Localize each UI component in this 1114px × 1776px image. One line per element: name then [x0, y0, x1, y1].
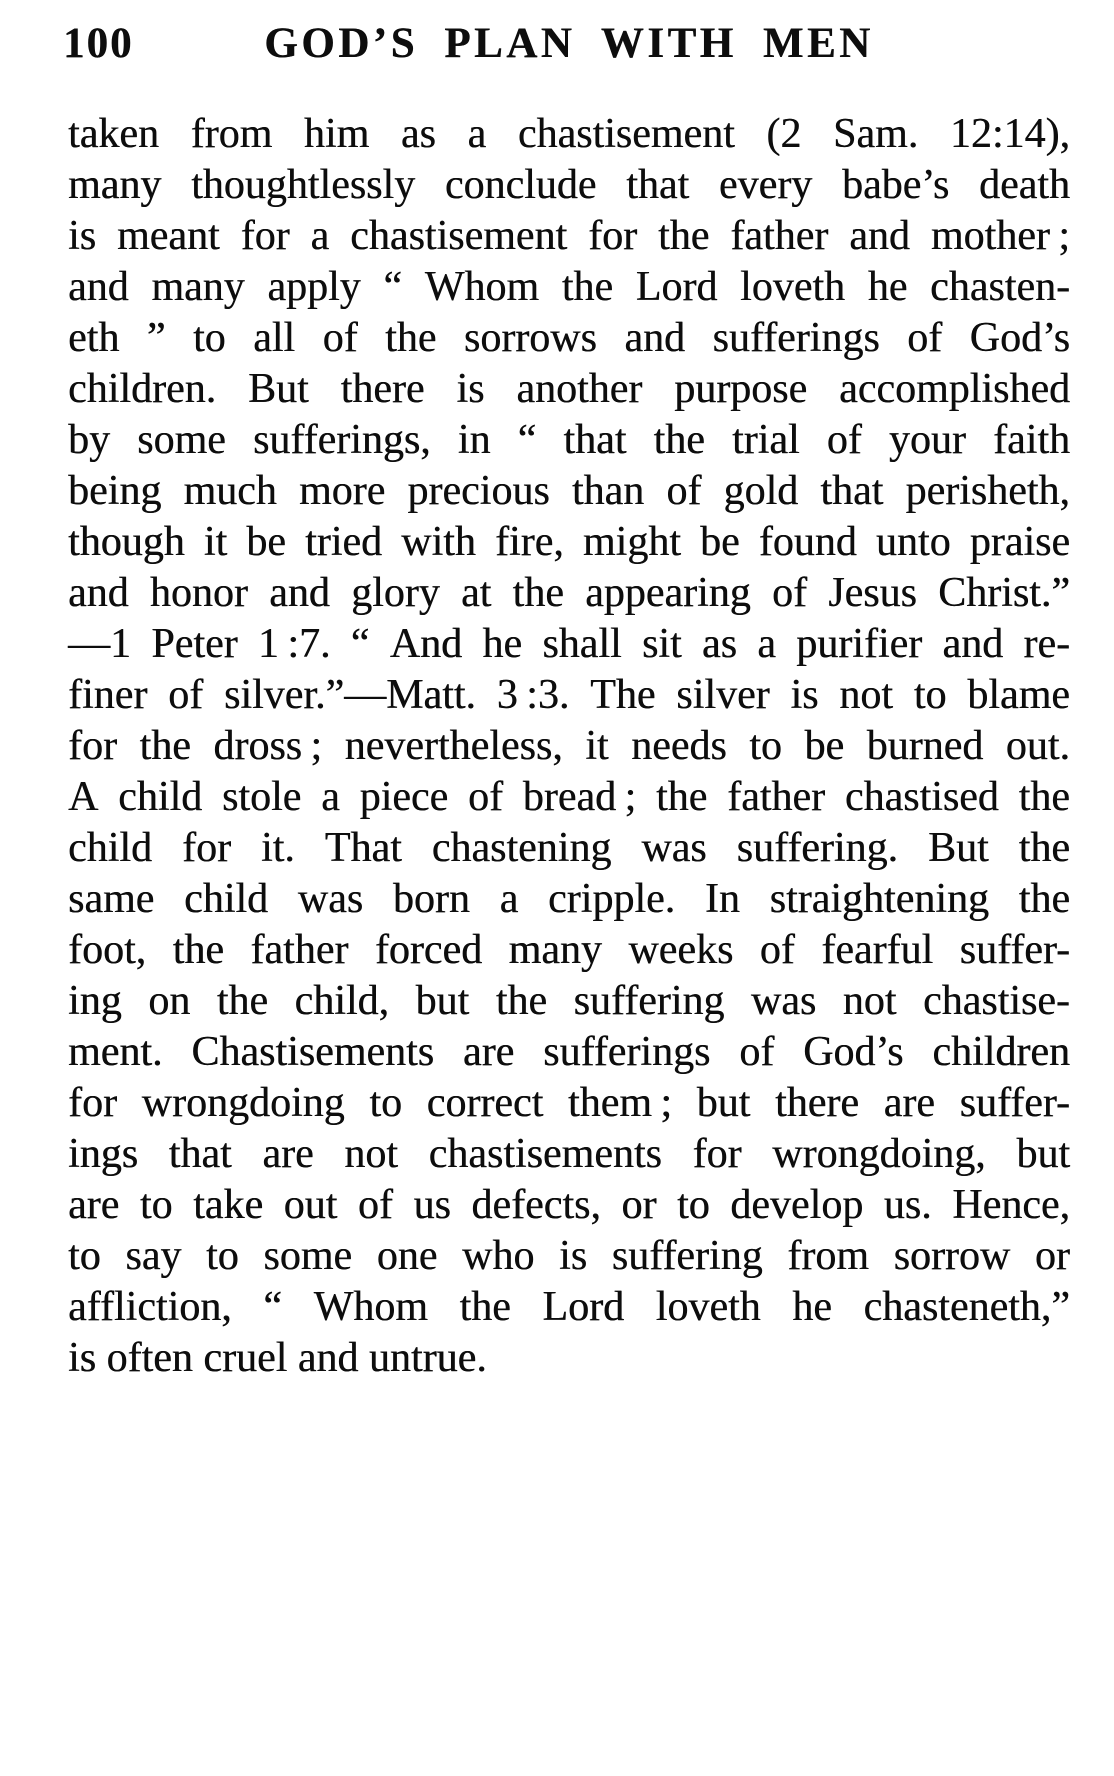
word: of	[357, 1182, 393, 1228]
word: might	[582, 519, 681, 565]
word: children.	[68, 366, 217, 412]
word: Whom	[313, 1284, 428, 1330]
word: the	[1018, 774, 1070, 820]
word: are	[68, 1182, 120, 1228]
word: honor	[149, 570, 248, 616]
word: blame	[967, 672, 1070, 718]
word: father	[727, 774, 826, 820]
word: praise	[969, 519, 1070, 565]
word: who	[462, 1233, 535, 1279]
word: a	[499, 876, 519, 922]
word: the	[653, 417, 705, 463]
word: piece	[359, 774, 449, 820]
word: to	[677, 1182, 710, 1228]
word: faith	[993, 417, 1070, 463]
word: suffering	[611, 1233, 763, 1279]
word: us.	[883, 1182, 932, 1228]
word: accomplished	[839, 366, 1070, 412]
text-line	[68, 211, 1070, 262]
word: wrongdoing,	[772, 1131, 986, 1177]
word: sorrow	[893, 1233, 1011, 1279]
word: are	[262, 1131, 314, 1177]
word: In	[704, 876, 740, 922]
word: is	[68, 213, 97, 259]
word: child,	[294, 978, 390, 1024]
word: chastisement	[517, 111, 735, 157]
word: many	[508, 927, 602, 973]
word: but	[415, 978, 470, 1024]
text-line	[68, 721, 1070, 772]
word: sufferings	[712, 315, 880, 361]
word: more	[298, 468, 386, 514]
word: conclude	[444, 162, 597, 208]
word: for	[181, 825, 231, 871]
word: a	[757, 621, 776, 667]
word: many	[68, 162, 162, 208]
text-line	[68, 568, 1070, 619]
word: chastisement	[350, 213, 568, 259]
word: ment.	[68, 1029, 163, 1075]
word: than	[571, 468, 645, 514]
word: suffering.	[736, 825, 898, 871]
word: to	[913, 672, 947, 718]
word: apply	[267, 264, 361, 310]
word: not	[839, 672, 893, 718]
word: finer	[68, 672, 148, 718]
word: perisheth,	[905, 468, 1070, 514]
word: sufferings	[543, 1029, 711, 1075]
word: on	[148, 978, 191, 1024]
word: needs	[631, 723, 727, 769]
word: us	[413, 1182, 451, 1228]
word: to	[68, 1233, 101, 1279]
word: fire,	[494, 519, 564, 565]
word: sorrows	[463, 315, 597, 361]
word: ings	[68, 1131, 139, 1177]
word: child	[68, 825, 152, 871]
word: weeks	[628, 927, 734, 973]
word: it	[585, 723, 609, 769]
word: The	[590, 672, 656, 718]
word: shall	[542, 621, 622, 667]
word: same	[68, 876, 155, 922]
word: taken	[68, 111, 159, 157]
word: Jesus	[828, 570, 917, 616]
word: Hence,	[952, 1182, 1070, 1228]
word: was	[641, 825, 707, 871]
word: Whom	[424, 264, 539, 310]
text-line	[68, 109, 1070, 160]
word: father	[730, 213, 829, 259]
word: glory	[351, 570, 440, 616]
word: burned	[866, 723, 984, 769]
word: gold	[723, 468, 799, 514]
word: him	[303, 111, 370, 157]
word: there	[775, 1080, 859, 1126]
text-line	[68, 364, 1070, 415]
word: of	[168, 672, 204, 718]
word: another	[516, 366, 643, 412]
word: Sam.	[833, 111, 919, 157]
body-text	[68, 109, 1070, 1384]
word: sufferings,	[252, 417, 431, 463]
text-line	[68, 517, 1070, 568]
word: was	[750, 978, 817, 1024]
text-line	[68, 670, 1070, 721]
word: Peter	[151, 621, 238, 667]
word: the	[512, 570, 564, 616]
word: “	[263, 1284, 282, 1330]
word: for	[68, 1080, 117, 1126]
word: the	[459, 1284, 511, 1330]
word: it	[203, 519, 228, 565]
word: in	[457, 417, 491, 463]
word: many	[151, 264, 245, 310]
word: of	[759, 927, 795, 973]
word: being	[68, 468, 162, 514]
word: is	[559, 1233, 588, 1279]
word: the	[561, 264, 613, 310]
word: though	[68, 519, 185, 565]
word: of	[826, 417, 862, 463]
word: take	[193, 1182, 264, 1228]
word: chasten-	[930, 264, 1070, 310]
word: by	[68, 417, 110, 463]
word: mother ;	[930, 213, 1070, 259]
word: to	[206, 1233, 239, 1279]
word: but	[696, 1080, 751, 1126]
word: —1	[68, 621, 131, 667]
word: silver	[676, 672, 770, 718]
word: wrongdoing	[141, 1080, 345, 1126]
text-line	[68, 1231, 1070, 1282]
word: of	[467, 774, 503, 820]
word: the	[385, 315, 437, 361]
word: Lord	[635, 264, 718, 310]
word: to	[139, 1182, 173, 1228]
text-line	[68, 874, 1070, 925]
word: all	[253, 315, 296, 361]
running-title: GOD’S PLAN WITH MEN	[264, 20, 874, 67]
word: it.	[260, 825, 295, 871]
word: to	[749, 723, 782, 769]
text-line	[68, 1282, 1070, 1333]
word: Christ.”	[938, 570, 1070, 616]
word: born	[392, 876, 470, 922]
word: the	[1018, 825, 1070, 871]
word: or	[1034, 1233, 1070, 1279]
word: for	[68, 723, 117, 769]
word: for	[692, 1131, 742, 1177]
text-line	[68, 1129, 1070, 1180]
word: (2	[766, 111, 802, 157]
word: as	[400, 111, 436, 157]
word: and	[269, 570, 330, 616]
word: is	[790, 672, 819, 718]
word: precious	[407, 468, 550, 514]
word: and	[68, 264, 129, 310]
word: suffer-	[959, 927, 1070, 973]
word: some	[137, 417, 226, 463]
word: father	[250, 927, 349, 973]
word: chastised	[844, 774, 999, 820]
word: that	[563, 417, 627, 463]
word: 3 :3.	[496, 672, 570, 718]
word: ”	[146, 315, 166, 361]
page-header	[0, 20, 1114, 68]
word: fearful	[821, 927, 934, 973]
page-number: 100	[63, 20, 134, 67]
word: out.	[1005, 723, 1070, 769]
word: to	[192, 315, 226, 361]
word: 12:14),	[949, 111, 1070, 157]
word: straightening	[769, 876, 989, 922]
word: there	[340, 366, 425, 412]
word: sit	[641, 621, 682, 667]
text-line	[68, 466, 1070, 517]
text-line	[68, 619, 1070, 670]
text-line	[68, 415, 1070, 466]
word: loveth	[740, 264, 846, 310]
word: he	[482, 621, 523, 667]
word: or	[621, 1182, 657, 1228]
word: for	[240, 213, 290, 259]
word: Lord	[542, 1284, 625, 1330]
word: chastening	[431, 825, 612, 871]
word: say	[125, 1233, 182, 1279]
word: defects,	[471, 1182, 601, 1228]
word: of	[907, 315, 943, 361]
text-line	[68, 1027, 1070, 1078]
word: forced	[374, 927, 483, 973]
word: that	[820, 468, 884, 514]
word: suffer-	[959, 1080, 1070, 1126]
word: foot,	[68, 927, 147, 973]
word: re-	[1023, 621, 1070, 667]
text-line	[68, 160, 1070, 211]
word: the	[495, 978, 548, 1024]
word: God’s	[969, 315, 1070, 361]
word: is	[456, 366, 485, 412]
word: unto	[875, 519, 951, 565]
word: That	[324, 825, 402, 871]
word: appearing	[585, 570, 751, 616]
word: silver.”—Matt.	[223, 672, 476, 718]
word: for	[588, 213, 638, 259]
word: A	[68, 774, 99, 820]
word: trial	[731, 417, 800, 463]
word: be	[700, 519, 740, 565]
word: death	[978, 162, 1070, 208]
word: them ;	[567, 1080, 672, 1126]
word: a	[321, 774, 340, 820]
word: from	[787, 1233, 869, 1279]
word: and	[68, 570, 129, 616]
word: dross ;	[213, 723, 323, 769]
text-line: is often cruel and untrue.	[68, 1335, 487, 1381]
word: child	[118, 774, 203, 820]
word: of	[739, 1029, 775, 1075]
word: But	[248, 366, 309, 412]
word: cripple.	[548, 876, 676, 922]
word: And	[389, 621, 463, 667]
word: of	[666, 468, 702, 514]
word: develop	[730, 1182, 864, 1228]
word: the	[1018, 876, 1070, 922]
word: but	[1016, 1131, 1070, 1177]
word: much	[183, 468, 277, 514]
word: he	[867, 264, 908, 310]
word: was	[297, 876, 364, 922]
word: bread ;	[522, 774, 637, 820]
word: he	[792, 1284, 832, 1330]
word: Chastisements	[191, 1029, 435, 1075]
word: tried	[305, 519, 383, 565]
word: stole	[221, 774, 302, 820]
word: “	[383, 264, 402, 310]
word: ing	[68, 978, 122, 1024]
word: one	[376, 1233, 438, 1279]
word: some	[263, 1233, 353, 1279]
word: chastise-	[922, 978, 1070, 1024]
word: purifier	[796, 621, 923, 667]
word: nevertheless,	[344, 723, 563, 769]
word: thoughtlessly	[191, 162, 416, 208]
word: eth	[68, 315, 120, 361]
text-line	[68, 313, 1070, 364]
word: a	[310, 213, 330, 259]
word: correct	[426, 1080, 544, 1126]
word: the	[172, 927, 224, 973]
word: of	[322, 315, 358, 361]
word: be	[804, 723, 845, 769]
word: God’s	[803, 1029, 904, 1075]
word: affliction,	[68, 1284, 232, 1330]
word: of	[771, 570, 807, 616]
text-line	[68, 976, 1070, 1027]
word: as	[701, 621, 737, 667]
word: are	[462, 1029, 515, 1075]
text-line	[68, 1180, 1070, 1231]
word: that	[626, 162, 690, 208]
word: “	[350, 621, 370, 667]
text-line	[68, 262, 1070, 313]
word: meant	[116, 213, 220, 259]
text-line	[68, 823, 1070, 874]
word: children	[932, 1029, 1070, 1075]
word: babe’s	[841, 162, 950, 208]
text-line	[68, 925, 1070, 976]
word: with	[401, 519, 476, 565]
word: every	[718, 162, 813, 208]
word: out	[283, 1182, 338, 1228]
word: are	[883, 1080, 935, 1126]
word: loveth	[655, 1284, 761, 1330]
word: the	[658, 213, 710, 259]
word: child	[184, 876, 269, 922]
word: “	[517, 417, 537, 463]
word: chasteneth,”	[863, 1284, 1070, 1330]
word: not	[842, 978, 897, 1024]
word: that	[168, 1131, 232, 1177]
word: But	[927, 825, 989, 871]
word: and	[849, 213, 910, 259]
word: chastisements	[428, 1131, 662, 1177]
word: a	[467, 111, 487, 157]
word: and	[942, 621, 1004, 667]
word: be	[246, 519, 286, 565]
word: found	[758, 519, 857, 565]
word: from	[190, 111, 273, 157]
word: suffering	[573, 978, 725, 1024]
word: purpose	[674, 366, 808, 412]
text-line	[68, 772, 1070, 823]
word: at	[460, 570, 492, 616]
word: the	[216, 978, 269, 1024]
word: the	[139, 723, 191, 769]
word: and	[624, 315, 685, 361]
word: to	[369, 1080, 402, 1126]
text-line	[68, 1078, 1070, 1129]
word: the	[655, 774, 708, 820]
word: not	[344, 1131, 398, 1177]
word: your	[888, 417, 966, 463]
word: 1 :7.	[257, 621, 331, 667]
